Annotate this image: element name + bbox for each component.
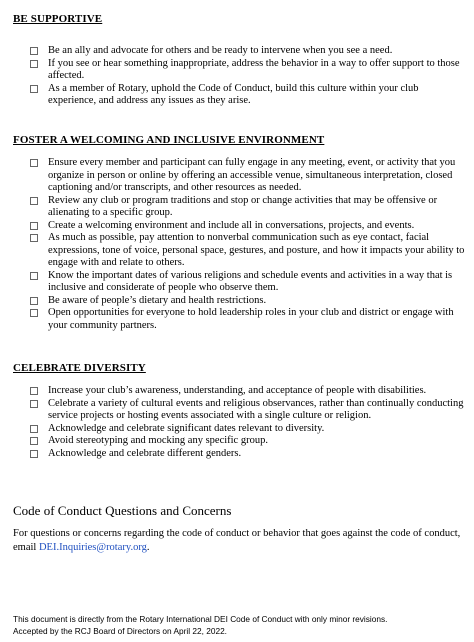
list-item: Create a welcoming environment and include all in conversations, projects, and events. bbox=[30, 220, 466, 233]
footer-line-accepted: Accepted by the RCJ Board of Directors on April 22, 2022. bbox=[13, 626, 227, 636]
checkbox-bullet-icon bbox=[30, 425, 38, 433]
checkbox-bullet-icon bbox=[30, 47, 38, 55]
list-item: As much as possible, pay attention to nonverbal communication such as eye contact, facial expressions, tone of voice, personal space, gestures, and posture, and how it impacts your ability to engage with and relate to others. bbox=[30, 232, 466, 270]
checkbox-bullet-icon bbox=[30, 197, 38, 205]
list-item: Acknowledge and celebrate different genders. bbox=[30, 448, 466, 461]
list-item: Celebrate a variety of cultural events and religious observances, rather than continually conducting service projects or hosting events associated with a single culture or religion. bbox=[30, 398, 466, 423]
section-heading-celebrate-diversity: CELEBRATE DIVERSITY bbox=[13, 362, 146, 374]
checkbox-bullet-icon bbox=[30, 272, 38, 280]
checkbox-bullet-icon bbox=[30, 60, 38, 68]
list-item: Review any club or program traditions and stop or change activities that may be offensive or alienating to a specific group. bbox=[30, 195, 466, 220]
list-item: Open opportunities for everyone to hold leadership roles in your club and district or engage with your community partners. bbox=[30, 307, 466, 332]
checkbox-bullet-icon bbox=[30, 387, 38, 395]
footer-line-source: This document is directly from the Rotary International DEI Code of Conduct with only minor revisions. bbox=[13, 614, 388, 624]
list-item: Be an ally and advocate for others and be ready to intervene when you see a need. bbox=[30, 45, 466, 58]
section-heading-be-supportive: BE SUPPORTIVE bbox=[13, 13, 103, 25]
celebrate-diversity-list bbox=[30, 385, 466, 460]
checkbox-bullet-icon bbox=[30, 400, 38, 408]
checkbox-bullet-icon bbox=[30, 309, 38, 317]
list-item: Increase your club’s awareness, understanding, and acceptance of people with disabilities. bbox=[30, 385, 466, 398]
checkbox-bullet-icon bbox=[30, 85, 38, 93]
questions-title: Code of Conduct Questions and Concerns bbox=[13, 503, 232, 518]
list-item: Avoid stereotyping and mocking any specific group. bbox=[30, 435, 466, 448]
list-item: As a member of Rotary, uphold the Code of Conduct, build this culture within your club experience, and address any issues as they arise. bbox=[30, 83, 466, 108]
list-item: Be aware of people’s dietary and health restrictions. bbox=[30, 295, 466, 308]
checkbox-bullet-icon bbox=[30, 234, 38, 242]
email-link[interactable]: DEI.Inquiries@rotary.org bbox=[38, 542, 147, 553]
be-supportive-list bbox=[30, 45, 466, 108]
list-item: Acknowledge and celebrate significant dates relevant to diversity. bbox=[30, 423, 466, 436]
questions-body bbox=[13, 527, 465, 555]
document-footer bbox=[13, 613, 468, 637]
list-item: If you see or hear something inappropriate, address the behavior in a way to offer support to those affected. bbox=[30, 58, 466, 83]
checkbox-bullet-icon bbox=[30, 450, 38, 458]
list-item: Know the important dates of various religions and schedule events and activities in a way that is inclusive and considerate of people who observe them. bbox=[30, 270, 466, 295]
section-heading-welcoming-environment: FOSTER A WELCOMING AND INCLUSIVE ENVIRONMENT bbox=[13, 134, 325, 146]
checkbox-bullet-icon bbox=[30, 222, 38, 230]
questions-period: . bbox=[146, 542, 150, 553]
checkbox-bullet-icon bbox=[30, 297, 38, 305]
checkbox-bullet-icon bbox=[30, 159, 38, 167]
checkbox-bullet-icon bbox=[30, 437, 38, 445]
welcoming-environment-list bbox=[30, 157, 466, 332]
questions-text: For questions or concerns regarding the code of conduct or behavior that goes against the code of conduct, email bbox=[13, 528, 461, 553]
list-item: Ensure every member and participant can fully engage in any meeting, event, or activity that you organize in person or online by offering an accessible venue, simultaneous interpretation, closed captioning and/or transcripts, and other resources as needed. bbox=[30, 157, 466, 195]
